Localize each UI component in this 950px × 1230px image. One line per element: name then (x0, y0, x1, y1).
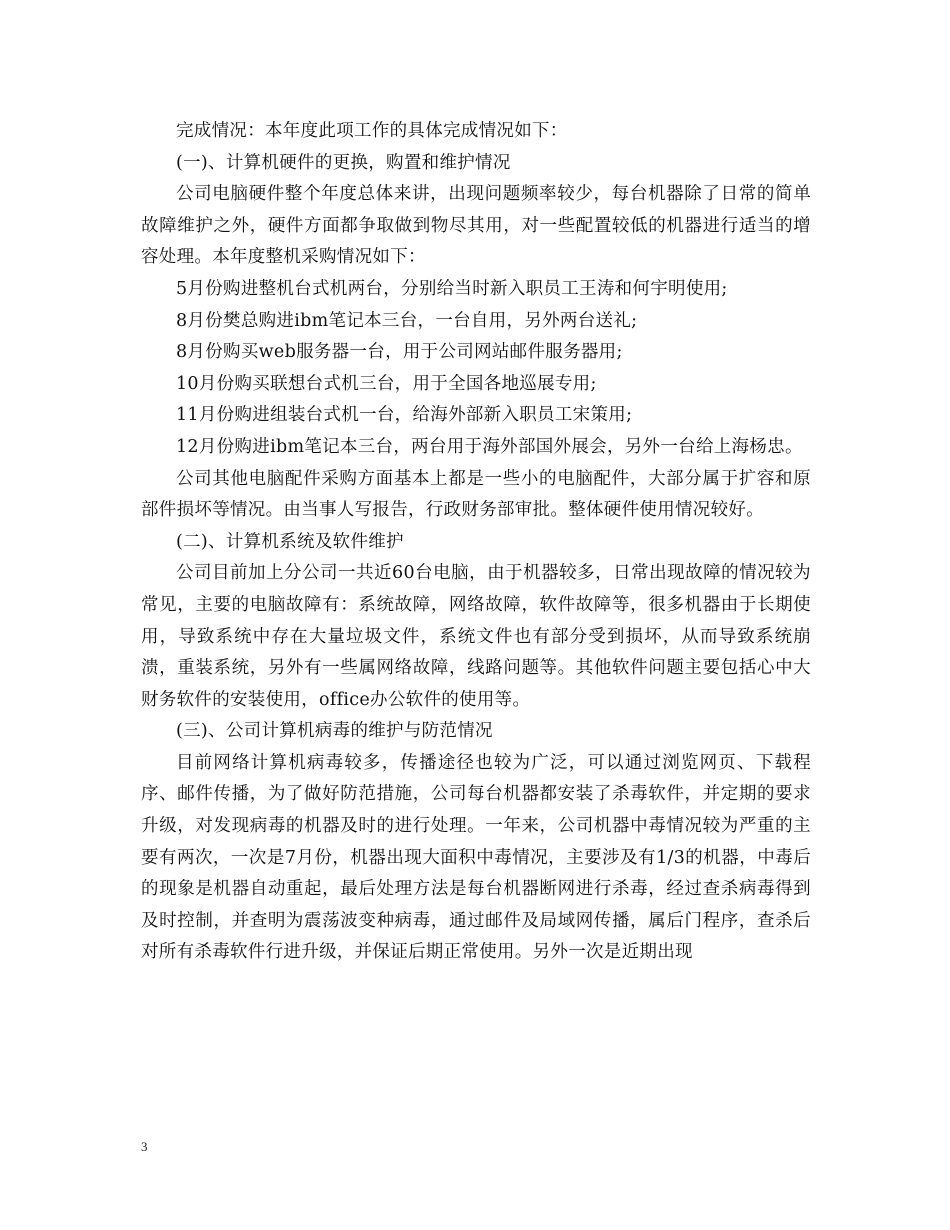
paragraph-software-maintenance: 公司目前加上分公司一共近60台电脑，由于机器较多，日常出现故障的情况较为常见，主要的电脑故障有：系统故障，网络故障，软件故障等，很多机器由于长期使用，导致系统中存在大量垃圾文件，系统文件也有部分受到损坏，从而导致系统崩溃，重装系统，另外有一些属网络故障，线路问题等。其他软件问题主要包括心中大财务软件的安装使用，office办公软件的使用等。 (141, 563, 811, 710)
list-item-purchase-august-server: 8月份购买web服务器一台，用于公司网站邮件服务器用; (176, 342, 623, 363)
list-item-purchase-may: 5月份购进整机台式机两台，分别给当时新入职员工王涛和何宇明使用; (176, 278, 728, 299)
list-item-purchase-august-laptops: 8月份樊总购进ibm笔记本三台，一台自用，另外两台送礼; (176, 310, 638, 331)
section-heading-hardware: (一)、计算机硬件的更换，购置和维护情况 (176, 152, 511, 173)
list-item-purchase-december: 12月份购进ibm笔记本三台，两台用于海外部国外展会，另外一台给上海杨忠。 (176, 436, 803, 457)
paragraph-hardware-overview: 公司电脑硬件整个年度总体来讲，出现问题频率较少，每台机器除了日常的简单故障维护之外，硬件方面都争取做到物尽其用，对一些配置较低的机器进行适当的增容处理。本年度整机采购情况如下： (141, 184, 811, 268)
paragraph-summary-intro: 完成情况：本年度此项工作的具体完成情况如下： (176, 121, 568, 141)
document-body (141, 116, 811, 969)
page-number: 3 (141, 1139, 148, 1154)
list-item-purchase-november: 11月份购进组装台式机一台，给海外部新入职员工宋策用; (176, 405, 633, 426)
section-heading-software: (二)、计算机系统及软件维护 (176, 531, 404, 552)
paragraph-accessories: 公司其他电脑配件采购方面基本上都是一些小的电脑配件，大部分属于扩容和原部件损坏等情况。由当事人写报告，行政财务部审批。整体硬件使用情况较好。 (141, 468, 811, 521)
section-heading-virus: (三)、公司计算机病毒的维护与防范情况 (176, 721, 493, 742)
paragraph-virus-prevention: 目前网络计算机病毒较多，传播途径也较为广泛，可以通过浏览网页、下载程序、邮件传播，为了做好防范措施，公司每台机器都安装了杀毒软件，并定期的要求升级，对发现病毒的机器及时的进行处理。一年来，公司机器中毒情况较为严重的主要有两次，一次是7月份，机器出现大面积中毒情况，主要涉及有1/3的机器，中毒后的现象是机器自动重起，最后处理方法是每台机器断网进行杀毒，经过查杀病毒得到及时控制，并查明为震荡波变种病毒，通过邮件及局域网传播，属后门程序，查杀后对所有杀毒软件行进升级，并保证后期正常使用。另外一次是近期出现 (141, 752, 811, 963)
list-item-purchase-october: 10月份购买联想台式机三台，用于全国各地巡展专用; (176, 373, 597, 394)
